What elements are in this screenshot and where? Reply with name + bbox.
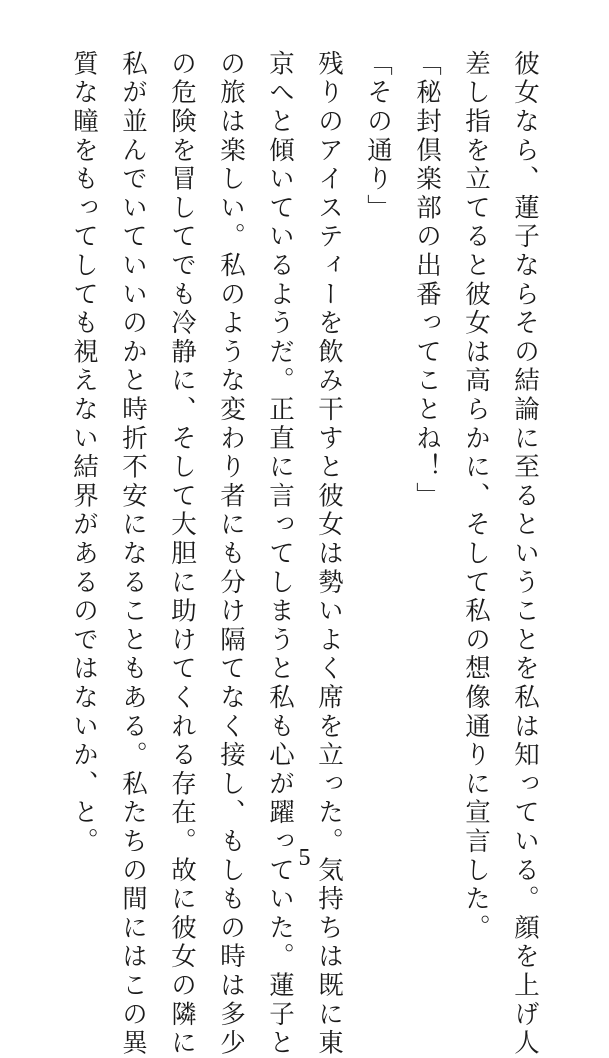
text-line: 私が並んでいていいのかと時折不安になることもある。私たちの間にはこの異 <box>118 50 148 1058</box>
text-line: の旅は楽しい。私のような変わり者にも分け隔てなく接し、もしもの時は多少 <box>216 50 246 1058</box>
text-line: の危険を冒してでも冷静に、そして大胆に助けてくれる存在。故に彼女の隣に <box>167 50 197 1058</box>
text-line: 差し指を立てると彼女は高らかに、そして私の想像通りに宣言した。 <box>461 50 491 943</box>
text-line: 質な瞳をもってしても視えない結界があるのではないか、と。 <box>69 50 99 857</box>
body-text <box>59 50 549 1058</box>
page-number: 5 <box>298 845 311 871</box>
text-line: 「秘封倶楽部の出番ってことね！」 <box>412 50 442 511</box>
text-line: 「その通り」 <box>363 50 393 223</box>
text-line: 京へと傾いているようだ。正直に言ってしまうと私も心が躍っていた。蓮子と <box>265 50 295 1058</box>
text-line: 残りのアイスティーを飲み干すと彼女は勢いよく席を立った。気持ちは既に東 <box>314 50 344 1058</box>
text-line: 彼女なら、蓮子ならその結論に至るということを私は知っている。顔を上げ人 <box>510 50 540 1058</box>
